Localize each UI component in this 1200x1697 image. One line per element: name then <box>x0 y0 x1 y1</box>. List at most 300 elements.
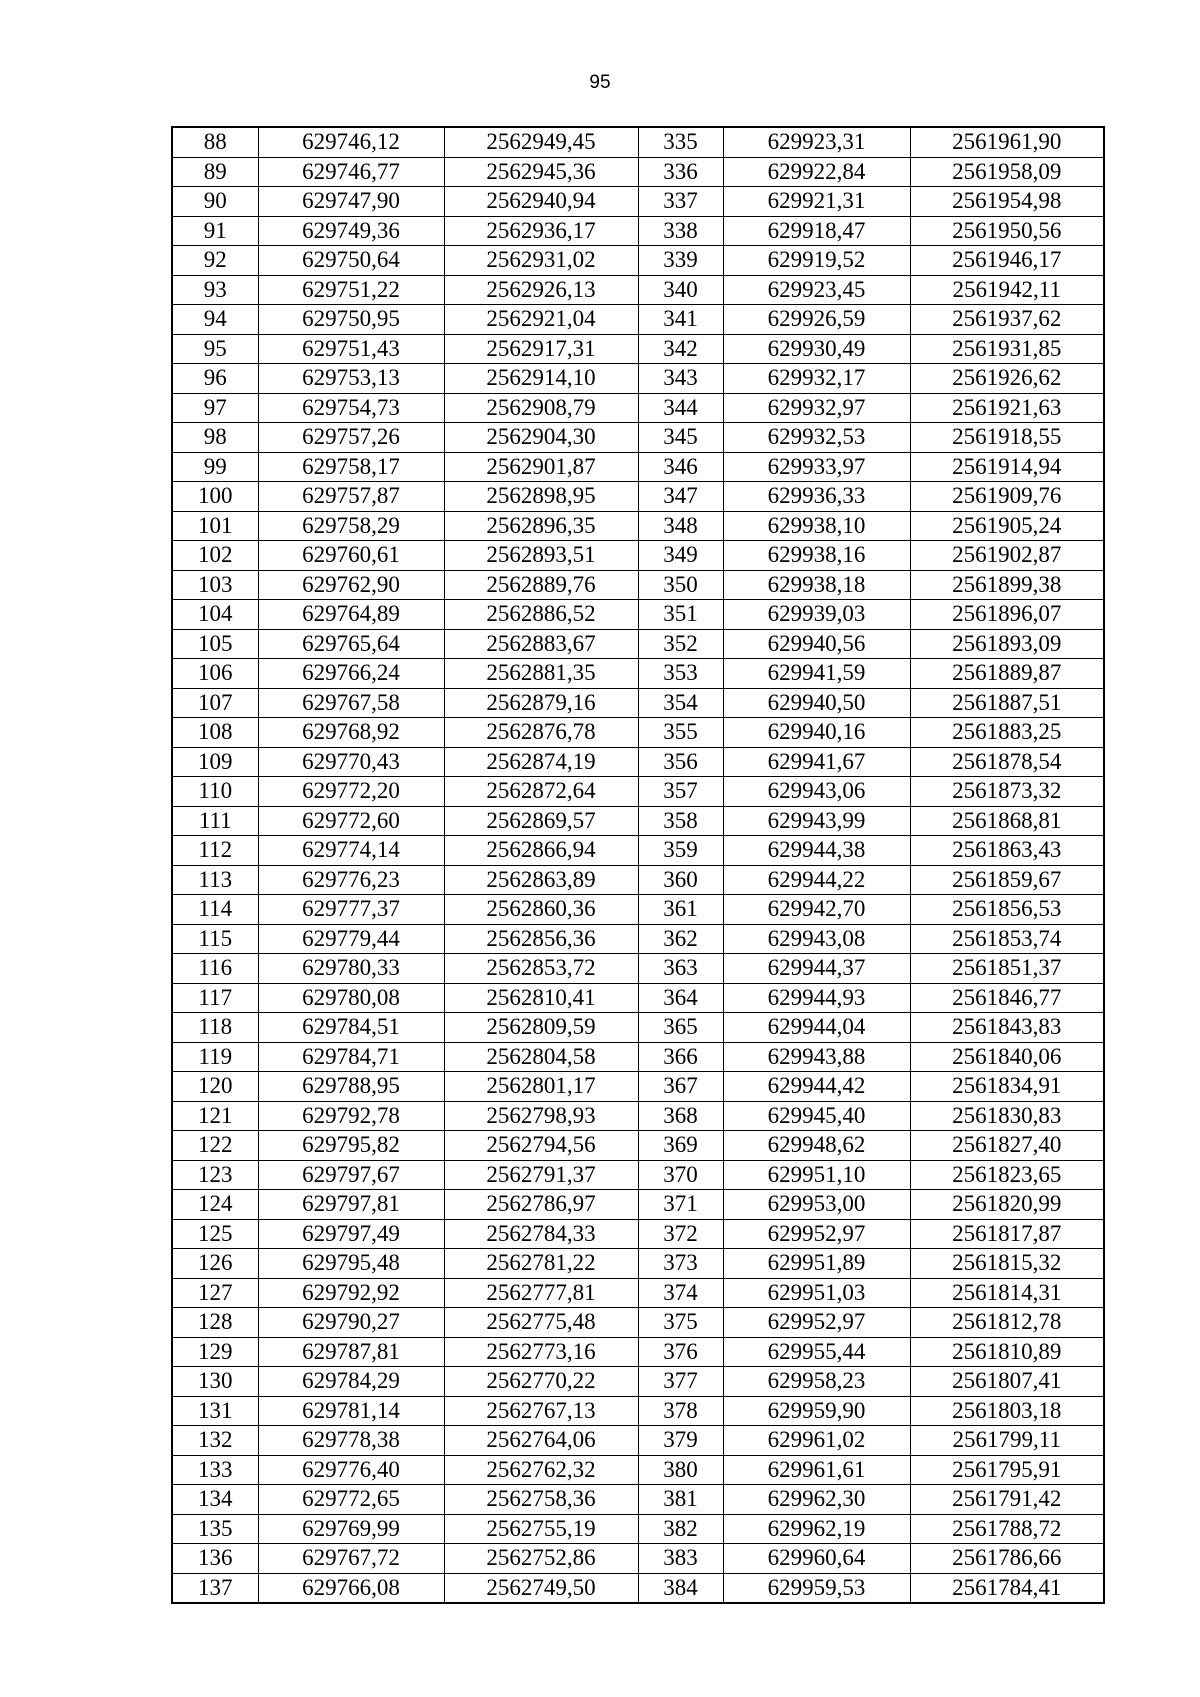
x-coordinate-cell: 629932,97 <box>723 393 910 423</box>
point-number-cell: 342 <box>638 334 723 364</box>
table-row <box>172 452 1104 482</box>
point-number-cell: 129 <box>172 1337 258 1367</box>
point-number-cell: 359 <box>638 836 723 866</box>
table-row <box>172 1013 1104 1043</box>
y-coordinate-cell: 2561810,89 <box>910 1337 1104 1367</box>
point-number-cell: 380 <box>638 1455 723 1485</box>
x-coordinate-cell: 629938,16 <box>723 541 910 571</box>
x-coordinate-cell: 629747,90 <box>258 187 444 217</box>
y-coordinate-cell: 2562876,78 <box>444 718 638 748</box>
coordinates-table-body <box>172 127 1104 1603</box>
x-coordinate-cell: 629943,08 <box>723 924 910 954</box>
point-number-cell: 131 <box>172 1396 258 1426</box>
table-row <box>172 482 1104 512</box>
y-coordinate-cell: 2561914,94 <box>910 452 1104 482</box>
x-coordinate-cell: 629944,37 <box>723 954 910 984</box>
y-coordinate-cell: 2562791,37 <box>444 1160 638 1190</box>
x-coordinate-cell: 629753,13 <box>258 364 444 394</box>
x-coordinate-cell: 629750,64 <box>258 246 444 276</box>
point-number-cell: 110 <box>172 777 258 807</box>
x-coordinate-cell: 629933,97 <box>723 452 910 482</box>
x-coordinate-cell: 629777,37 <box>258 895 444 925</box>
point-number-cell: 362 <box>638 924 723 954</box>
point-number-cell: 357 <box>638 777 723 807</box>
x-coordinate-cell: 629923,45 <box>723 275 910 305</box>
y-coordinate-cell: 2561868,81 <box>910 806 1104 836</box>
point-number-cell: 118 <box>172 1013 258 1043</box>
y-coordinate-cell: 2562752,86 <box>444 1544 638 1574</box>
y-coordinate-cell: 2561851,37 <box>910 954 1104 984</box>
table-row <box>172 983 1104 1013</box>
point-number-cell: 112 <box>172 836 258 866</box>
y-coordinate-cell: 2562801,17 <box>444 1072 638 1102</box>
table-row <box>172 1160 1104 1190</box>
x-coordinate-cell: 629788,95 <box>258 1072 444 1102</box>
table-row <box>172 806 1104 836</box>
y-coordinate-cell: 2562893,51 <box>444 541 638 571</box>
point-number-cell: 93 <box>172 275 258 305</box>
table-row <box>172 1455 1104 1485</box>
x-coordinate-cell: 629959,53 <box>723 1573 910 1603</box>
point-number-cell: 383 <box>638 1544 723 1574</box>
x-coordinate-cell: 629797,49 <box>258 1219 444 1249</box>
y-coordinate-cell: 2561799,11 <box>910 1426 1104 1456</box>
x-coordinate-cell: 629926,59 <box>723 305 910 335</box>
point-number-cell: 345 <box>638 423 723 453</box>
point-number-cell: 368 <box>638 1101 723 1131</box>
point-number-cell: 89 <box>172 157 258 187</box>
y-coordinate-cell: 2561926,62 <box>910 364 1104 394</box>
y-coordinate-cell: 2562940,94 <box>444 187 638 217</box>
x-coordinate-cell: 629758,29 <box>258 511 444 541</box>
y-coordinate-cell: 2562904,30 <box>444 423 638 453</box>
y-coordinate-cell: 2562869,57 <box>444 806 638 836</box>
y-coordinate-cell: 2561807,41 <box>910 1367 1104 1397</box>
table-row <box>172 1101 1104 1131</box>
point-number-cell: 338 <box>638 216 723 246</box>
point-number-cell: 137 <box>172 1573 258 1603</box>
y-coordinate-cell: 2562886,52 <box>444 600 638 630</box>
point-number-cell: 352 <box>638 629 723 659</box>
table-row <box>172 1042 1104 1072</box>
y-coordinate-cell: 2561905,24 <box>910 511 1104 541</box>
y-coordinate-cell: 2562794,56 <box>444 1131 638 1161</box>
x-coordinate-cell: 629774,14 <box>258 836 444 866</box>
point-number-cell: 344 <box>638 393 723 423</box>
y-coordinate-cell: 2562856,36 <box>444 924 638 954</box>
x-coordinate-cell: 629961,02 <box>723 1426 910 1456</box>
table-row <box>172 1573 1104 1603</box>
y-coordinate-cell: 2562931,02 <box>444 246 638 276</box>
y-coordinate-cell: 2562926,13 <box>444 275 638 305</box>
x-coordinate-cell: 629952,97 <box>723 1308 910 1338</box>
point-number-cell: 343 <box>638 364 723 394</box>
y-coordinate-cell: 2562749,50 <box>444 1573 638 1603</box>
x-coordinate-cell: 629766,24 <box>258 659 444 689</box>
x-coordinate-cell: 629779,44 <box>258 924 444 954</box>
point-number-cell: 377 <box>638 1367 723 1397</box>
x-coordinate-cell: 629951,89 <box>723 1249 910 1279</box>
point-number-cell: 128 <box>172 1308 258 1338</box>
x-coordinate-cell: 629749,36 <box>258 216 444 246</box>
y-coordinate-cell: 2561883,25 <box>910 718 1104 748</box>
x-coordinate-cell: 629758,17 <box>258 452 444 482</box>
y-coordinate-cell: 2562777,81 <box>444 1278 638 1308</box>
x-coordinate-cell: 629940,56 <box>723 629 910 659</box>
x-coordinate-cell: 629930,49 <box>723 334 910 364</box>
point-number-cell: 379 <box>638 1426 723 1456</box>
x-coordinate-cell: 629767,58 <box>258 688 444 718</box>
y-coordinate-cell: 2561827,40 <box>910 1131 1104 1161</box>
x-coordinate-cell: 629918,47 <box>723 216 910 246</box>
x-coordinate-cell: 629760,61 <box>258 541 444 571</box>
x-coordinate-cell: 629776,23 <box>258 865 444 895</box>
y-coordinate-cell: 2561859,67 <box>910 865 1104 895</box>
point-number-cell: 346 <box>638 452 723 482</box>
y-coordinate-cell: 2562767,13 <box>444 1396 638 1426</box>
y-coordinate-cell: 2561954,98 <box>910 187 1104 217</box>
table-row <box>172 954 1104 984</box>
y-coordinate-cell: 2562898,95 <box>444 482 638 512</box>
table-row <box>172 836 1104 866</box>
point-number-cell: 127 <box>172 1278 258 1308</box>
y-coordinate-cell: 2562921,04 <box>444 305 638 335</box>
y-coordinate-cell: 2562784,33 <box>444 1219 638 1249</box>
table-row <box>172 659 1104 689</box>
table-row <box>172 629 1104 659</box>
table-row <box>172 334 1104 364</box>
table-row <box>172 1072 1104 1102</box>
y-coordinate-cell: 2561950,56 <box>910 216 1104 246</box>
point-number-cell: 103 <box>172 570 258 600</box>
y-coordinate-cell: 2561918,55 <box>910 423 1104 453</box>
table-row <box>172 747 1104 777</box>
x-coordinate-cell: 629944,38 <box>723 836 910 866</box>
y-coordinate-cell: 2562775,48 <box>444 1308 638 1338</box>
page-number: 95 <box>589 72 611 93</box>
point-number-cell: 130 <box>172 1367 258 1397</box>
y-coordinate-cell: 2562936,17 <box>444 216 638 246</box>
table-row <box>172 1131 1104 1161</box>
table-row <box>172 1190 1104 1220</box>
point-number-cell: 94 <box>172 305 258 335</box>
table-row <box>172 895 1104 925</box>
x-coordinate-cell: 629944,04 <box>723 1013 910 1043</box>
y-coordinate-cell: 2561840,06 <box>910 1042 1104 1072</box>
y-coordinate-cell: 2562866,94 <box>444 836 638 866</box>
point-number-cell: 354 <box>638 688 723 718</box>
x-coordinate-cell: 629932,53 <box>723 423 910 453</box>
y-coordinate-cell: 2562809,59 <box>444 1013 638 1043</box>
point-number-cell: 102 <box>172 541 258 571</box>
y-coordinate-cell: 2562889,76 <box>444 570 638 600</box>
y-coordinate-cell: 2561820,99 <box>910 1190 1104 1220</box>
x-coordinate-cell: 629746,77 <box>258 157 444 187</box>
y-coordinate-cell: 2562786,97 <box>444 1190 638 1220</box>
point-number-cell: 108 <box>172 718 258 748</box>
table-row <box>172 1249 1104 1279</box>
x-coordinate-cell: 629751,22 <box>258 275 444 305</box>
point-number-cell: 367 <box>638 1072 723 1102</box>
point-number-cell: 384 <box>638 1573 723 1603</box>
y-coordinate-cell: 2561893,09 <box>910 629 1104 659</box>
point-number-cell: 123 <box>172 1160 258 1190</box>
x-coordinate-cell: 629768,92 <box>258 718 444 748</box>
x-coordinate-cell: 629795,82 <box>258 1131 444 1161</box>
point-number-cell: 373 <box>638 1249 723 1279</box>
x-coordinate-cell: 629772,20 <box>258 777 444 807</box>
y-coordinate-cell: 2561815,32 <box>910 1249 1104 1279</box>
y-coordinate-cell: 2561899,38 <box>910 570 1104 600</box>
point-number-cell: 135 <box>172 1514 258 1544</box>
y-coordinate-cell: 2561812,78 <box>910 1308 1104 1338</box>
point-number-cell: 101 <box>172 511 258 541</box>
y-coordinate-cell: 2562853,72 <box>444 954 638 984</box>
point-number-cell: 120 <box>172 1072 258 1102</box>
x-coordinate-cell: 629797,81 <box>258 1190 444 1220</box>
table-row <box>172 127 1104 157</box>
x-coordinate-cell: 629784,71 <box>258 1042 444 1072</box>
y-coordinate-cell: 2562945,36 <box>444 157 638 187</box>
point-number-cell: 121 <box>172 1101 258 1131</box>
point-number-cell: 364 <box>638 983 723 1013</box>
x-coordinate-cell: 629955,44 <box>723 1337 910 1367</box>
point-number-cell: 90 <box>172 187 258 217</box>
y-coordinate-cell: 2562908,79 <box>444 393 638 423</box>
point-number-cell: 376 <box>638 1337 723 1367</box>
x-coordinate-cell: 629948,62 <box>723 1131 910 1161</box>
table-row <box>172 865 1104 895</box>
y-coordinate-cell: 2561803,18 <box>910 1396 1104 1426</box>
y-coordinate-cell: 2562770,22 <box>444 1367 638 1397</box>
y-coordinate-cell: 2561784,41 <box>910 1573 1104 1603</box>
y-coordinate-cell: 2562773,16 <box>444 1337 638 1367</box>
y-coordinate-cell: 2562860,36 <box>444 895 638 925</box>
y-coordinate-cell: 2562896,35 <box>444 511 638 541</box>
y-coordinate-cell: 2562798,93 <box>444 1101 638 1131</box>
point-number-cell: 370 <box>638 1160 723 1190</box>
y-coordinate-cell: 2562804,58 <box>444 1042 638 1072</box>
y-coordinate-cell: 2561921,63 <box>910 393 1104 423</box>
y-coordinate-cell: 2561896,07 <box>910 600 1104 630</box>
table-row <box>172 718 1104 748</box>
point-number-cell: 133 <box>172 1455 258 1485</box>
table-row <box>172 570 1104 600</box>
x-coordinate-cell: 629780,08 <box>258 983 444 1013</box>
point-number-cell: 124 <box>172 1190 258 1220</box>
y-coordinate-cell: 2561909,76 <box>910 482 1104 512</box>
x-coordinate-cell: 629951,03 <box>723 1278 910 1308</box>
x-coordinate-cell: 629962,30 <box>723 1485 910 1515</box>
table-row <box>172 688 1104 718</box>
point-number-cell: 337 <box>638 187 723 217</box>
y-coordinate-cell: 2562764,06 <box>444 1426 638 1456</box>
x-coordinate-cell: 629961,61 <box>723 1455 910 1485</box>
x-coordinate-cell: 629764,89 <box>258 600 444 630</box>
point-number-cell: 355 <box>638 718 723 748</box>
x-coordinate-cell: 629941,67 <box>723 747 910 777</box>
point-number-cell: 111 <box>172 806 258 836</box>
x-coordinate-cell: 629953,00 <box>723 1190 910 1220</box>
y-coordinate-cell: 2561937,62 <box>910 305 1104 335</box>
coordinates-table <box>171 126 1105 1604</box>
x-coordinate-cell: 629960,64 <box>723 1544 910 1574</box>
x-coordinate-cell: 629784,29 <box>258 1367 444 1397</box>
x-coordinate-cell: 629943,06 <box>723 777 910 807</box>
point-number-cell: 109 <box>172 747 258 777</box>
table-row <box>172 157 1104 187</box>
point-number-cell: 107 <box>172 688 258 718</box>
table-row <box>172 777 1104 807</box>
x-coordinate-cell: 629772,65 <box>258 1485 444 1515</box>
point-number-cell: 381 <box>638 1485 723 1515</box>
point-number-cell: 125 <box>172 1219 258 1249</box>
point-number-cell: 98 <box>172 423 258 453</box>
y-coordinate-cell: 2562914,10 <box>444 364 638 394</box>
x-coordinate-cell: 629944,93 <box>723 983 910 1013</box>
point-number-cell: 100 <box>172 482 258 512</box>
point-number-cell: 365 <box>638 1013 723 1043</box>
point-number-cell: 106 <box>172 659 258 689</box>
y-coordinate-cell: 2561942,11 <box>910 275 1104 305</box>
x-coordinate-cell: 629922,84 <box>723 157 910 187</box>
y-coordinate-cell: 2562781,22 <box>444 1249 638 1279</box>
y-coordinate-cell: 2561856,53 <box>910 895 1104 925</box>
table-row <box>172 393 1104 423</box>
x-coordinate-cell: 629757,26 <box>258 423 444 453</box>
point-number-cell: 97 <box>172 393 258 423</box>
y-coordinate-cell: 2562755,19 <box>444 1514 638 1544</box>
point-number-cell: 117 <box>172 983 258 1013</box>
x-coordinate-cell: 629942,70 <box>723 895 910 925</box>
x-coordinate-cell: 629795,48 <box>258 1249 444 1279</box>
table-row <box>172 1337 1104 1367</box>
point-number-cell: 350 <box>638 570 723 600</box>
y-coordinate-cell: 2562874,19 <box>444 747 638 777</box>
point-number-cell: 340 <box>638 275 723 305</box>
point-number-cell: 95 <box>172 334 258 364</box>
table-row <box>172 1308 1104 1338</box>
y-coordinate-cell: 2561889,87 <box>910 659 1104 689</box>
point-number-cell: 88 <box>172 127 258 157</box>
y-coordinate-cell: 2561814,31 <box>910 1278 1104 1308</box>
x-coordinate-cell: 629959,90 <box>723 1396 910 1426</box>
x-coordinate-cell: 629751,43 <box>258 334 444 364</box>
point-number-cell: 361 <box>638 895 723 925</box>
point-number-cell: 374 <box>638 1278 723 1308</box>
point-number-cell: 116 <box>172 954 258 984</box>
x-coordinate-cell: 629921,31 <box>723 187 910 217</box>
y-coordinate-cell: 2561853,74 <box>910 924 1104 954</box>
x-coordinate-cell: 629792,78 <box>258 1101 444 1131</box>
point-number-cell: 96 <box>172 364 258 394</box>
x-coordinate-cell: 629784,51 <box>258 1013 444 1043</box>
point-number-cell: 341 <box>638 305 723 335</box>
y-coordinate-cell: 2562810,41 <box>444 983 638 1013</box>
point-number-cell: 91 <box>172 216 258 246</box>
table-row <box>172 1514 1104 1544</box>
x-coordinate-cell: 629754,73 <box>258 393 444 423</box>
point-number-cell: 92 <box>172 246 258 276</box>
x-coordinate-cell: 629958,23 <box>723 1367 910 1397</box>
point-number-cell: 132 <box>172 1426 258 1456</box>
x-coordinate-cell: 629757,87 <box>258 482 444 512</box>
y-coordinate-cell: 2562879,16 <box>444 688 638 718</box>
point-number-cell: 119 <box>172 1042 258 1072</box>
x-coordinate-cell: 629769,99 <box>258 1514 444 1544</box>
y-coordinate-cell: 2561961,90 <box>910 127 1104 157</box>
x-coordinate-cell: 629944,22 <box>723 865 910 895</box>
y-coordinate-cell: 2561795,91 <box>910 1455 1104 1485</box>
point-number-cell: 369 <box>638 1131 723 1161</box>
point-number-cell: 339 <box>638 246 723 276</box>
point-number-cell: 134 <box>172 1485 258 1515</box>
x-coordinate-cell: 629945,40 <box>723 1101 910 1131</box>
y-coordinate-cell: 2561830,83 <box>910 1101 1104 1131</box>
y-coordinate-cell: 2561878,54 <box>910 747 1104 777</box>
point-number-cell: 353 <box>638 659 723 689</box>
y-coordinate-cell: 2561846,77 <box>910 983 1104 1013</box>
table-row <box>172 1367 1104 1397</box>
x-coordinate-cell: 629951,10 <box>723 1160 910 1190</box>
y-coordinate-cell: 2561817,87 <box>910 1219 1104 1249</box>
point-number-cell: 104 <box>172 600 258 630</box>
x-coordinate-cell: 629938,10 <box>723 511 910 541</box>
y-coordinate-cell: 2562917,31 <box>444 334 638 364</box>
x-coordinate-cell: 629932,17 <box>723 364 910 394</box>
point-number-cell: 99 <box>172 452 258 482</box>
point-number-cell: 115 <box>172 924 258 954</box>
y-coordinate-cell: 2561873,32 <box>910 777 1104 807</box>
x-coordinate-cell: 629776,40 <box>258 1455 444 1485</box>
x-coordinate-cell: 629952,97 <box>723 1219 910 1249</box>
y-coordinate-cell: 2562863,89 <box>444 865 638 895</box>
y-coordinate-cell: 2562762,32 <box>444 1455 638 1485</box>
y-coordinate-cell: 2561931,85 <box>910 334 1104 364</box>
y-coordinate-cell: 2561958,09 <box>910 157 1104 187</box>
point-number-cell: 358 <box>638 806 723 836</box>
y-coordinate-cell: 2562901,87 <box>444 452 638 482</box>
y-coordinate-cell: 2561887,51 <box>910 688 1104 718</box>
table-row <box>172 1219 1104 1249</box>
table-row <box>172 246 1104 276</box>
point-number-cell: 126 <box>172 1249 258 1279</box>
y-coordinate-cell: 2561843,83 <box>910 1013 1104 1043</box>
x-coordinate-cell: 629787,81 <box>258 1337 444 1367</box>
point-number-cell: 122 <box>172 1131 258 1161</box>
table-row <box>172 1396 1104 1426</box>
table-row <box>172 305 1104 335</box>
x-coordinate-cell: 629936,33 <box>723 482 910 512</box>
y-coordinate-cell: 2561863,43 <box>910 836 1104 866</box>
x-coordinate-cell: 629919,52 <box>723 246 910 276</box>
y-coordinate-cell: 2561791,42 <box>910 1485 1104 1515</box>
x-coordinate-cell: 629780,33 <box>258 954 444 984</box>
table-row <box>172 924 1104 954</box>
y-coordinate-cell: 2561823,65 <box>910 1160 1104 1190</box>
y-coordinate-cell: 2561946,17 <box>910 246 1104 276</box>
x-coordinate-cell: 629772,60 <box>258 806 444 836</box>
x-coordinate-cell: 629762,90 <box>258 570 444 600</box>
point-number-cell: 371 <box>638 1190 723 1220</box>
table-row <box>172 511 1104 541</box>
point-number-cell: 356 <box>638 747 723 777</box>
point-number-cell: 136 <box>172 1544 258 1574</box>
x-coordinate-cell: 629943,88 <box>723 1042 910 1072</box>
point-number-cell: 366 <box>638 1042 723 1072</box>
x-coordinate-cell: 629939,03 <box>723 600 910 630</box>
x-coordinate-cell: 629750,95 <box>258 305 444 335</box>
